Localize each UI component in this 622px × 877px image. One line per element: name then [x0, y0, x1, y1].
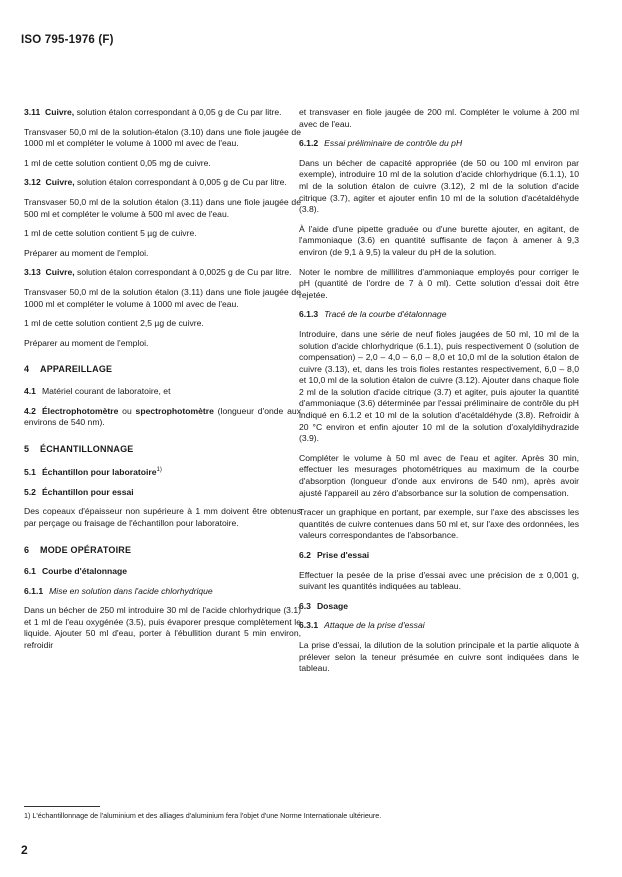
- section-5-1: 5.1 Échantillon pour laboratoire$^{1)}$: [24, 467, 162, 478]
- section-3-13: 3.13 Cuivre, solution étalon correspondant à 0,0025 g de Cu par litre.: [24, 267, 292, 278]
- footnote: 1) L'échantillonnage de l'aluminium et des alliages d'aluminium fera l'objet d'une Norme Internationale ultérieure.: [24, 811, 382, 820]
- paragraph: La prise d'essai, la dilution de la solution principale et la partie aliquote à prélever selon la teneur présumée en cuivre sont indiquées dans le tableau.: [299, 639, 579, 674]
- section-6-1-1: 6.1.1 Mise en solution dans l'acide chlorhydrique: [24, 585, 213, 596]
- section-3-12: 3.12 Cuivre, solution étalon correspondant à 0,005 g de Cu par litre.: [24, 177, 287, 188]
- paragraph: 1 ml de cette solution contient 2,5 µg de cuivre.: [24, 318, 204, 329]
- paragraph: 1 ml de cette solution contient 0,05 mg de cuivre.: [24, 157, 211, 168]
- section-4-1: 4.1 Matériel courant de laboratoire, et: [24, 385, 171, 396]
- paragraph: Tracer un graphique en portant, par exemple, sur l'axe des abscisses les quantités de cuivre contenues dans 50 ml et, sur l'axe des ordonnées, les valeurs correspondantes de l'absorbance.: [299, 507, 579, 541]
- section-6-1-3: 6.1.3 Tracé de la courbe d'étalonnage: [299, 309, 447, 320]
- paragraph: Préparer au moment de l'emploi.: [24, 337, 149, 348]
- chapter-4-heading: 4 APPAREILLAGE: [24, 364, 113, 375]
- paragraph: et transvaser en fiole jaugée de 200 ml. Compléter le volume à 200 ml avec de l'eau.: [299, 107, 579, 129]
- section-4-2: 4.2 Électrophotomètre ou spectrophotomètre (longueur d'onde aux environs de 540 nm).: [24, 405, 301, 428]
- document-header: ISO 795-1976 (F): [21, 34, 114, 46]
- section-6-1-2: 6.1.2 Essai préliminaire de contrôle du pH: [299, 138, 463, 149]
- paragraph: Des copeaux d'épaisseur non supérieure à 1 mm doivent être obtenus par perçage ou fraisage de l'échantillon pour laboratoire.: [24, 506, 301, 528]
- section-6-3-1: 6.3.1 Attaque de la prise d'essai: [299, 620, 425, 631]
- paragraph: Transvaser 50,0 ml de la solution étalon (3.11) dans une fiole jaugée de 500 ml et compléter le volume à 500 ml avec de l'eau.: [24, 196, 301, 219]
- paragraph: Dans un bécher de 250 ml introduire 30 ml de l'acide chlorhydrique (3.1) et 1 ml de l'eau oxygénée (3.5), puis évaporer presque complètement le liquide. Ajouter 50 ml d'eau, porter à l'ébullition durant 5 min environ, refroidir: [24, 605, 301, 651]
- paragraph: Introduire, dans une série de neuf fioles jaugées de 50 ml, 10 ml de la solution d'acide chlorhydrique (6.1.1), puis respectivement 0 (solution de compensation) – 2,0 – 4,0 – 6,0 – 8,0 et 10,0 ml de la solution étalon de cuivre (3.13), et, dans les trois fioles restantes respectivement, 6,0 – 8,0 et 10,0 ml de la solution étalon de cuivre (3.12). Ajouter dans chaque fiole 2 ml de la solution d'acide citrique (3.7) et agiter, puis ajouter la quantité d'ammoniaque (3.6) déterminée par l'essai préliminaire de contrôle du pH indiqué en 6.1.2 et 10 ml de la solution d'acétaldéhyde (3.8). Refroidir à 20 °C environ et enfin ajouter 10 ml de la solution d'oxalyldihydrazide (3.9).: [299, 328, 579, 444]
- paragraph: 1 ml de cette solution contient 5 µg de cuivre.: [24, 228, 197, 239]
- paragraph: Effectuer la pesée de la prise d'essai avec une précision de ± 0,001 g, suivant les quantités indiquées au tableau.: [299, 569, 579, 592]
- page-number: 2: [21, 843, 28, 857]
- paragraph: Transvaser 50,0 ml de la solution étalon (3.11) dans une fiole jaugée de 1000 ml et compléter le volume à 1000 ml avec de l'eau.: [24, 286, 301, 309]
- chapter-6-heading: 6 MODE OPÉRATOIRE: [24, 544, 132, 555]
- chapter-5-heading: 5 ÉCHANTILLONNAGE: [24, 443, 134, 454]
- paragraph: Préparer au moment de l'emploi.: [24, 247, 149, 258]
- paragraph: Noter le nombre de millilitres d'ammoniaque employés pour corriger le pH (quantité de l'ordre de 7 à 0 ml). Cette solution d'essai doit être rejetée.: [299, 266, 579, 300]
- left-column: [24, 107, 301, 660]
- paragraph: À l'aide d'une pipette graduée ou d'une burette ajouter, en agitant, de l'ammoniaque (3.6) en quantité suffisante de façon à amener à 9,3 environ (de 9,1 à 9,5) la valeur du pH de la solution.: [299, 223, 579, 257]
- paragraph: Transvaser 50,0 ml de la solution-étalon (3.10) dans une fiole jaugée de 1000 ml et compléter le volume à 1000 ml avec de l'eau.: [24, 126, 301, 149]
- section-6-2: 6.2 Prise d'essai: [299, 550, 370, 560]
- section-6-3: 6.3 Dosage: [299, 600, 348, 611]
- section-3-11: 3.11 Cuivre, solution étalon correspondant à 0,05 g de Cu par litre.: [24, 107, 282, 117]
- section-5-2: 5.2 Échantillon pour essai: [24, 486, 134, 497]
- paragraph: Compléter le volume à 50 ml avec de l'eau et agiter. Après 30 min, effectuer les mesurages photométriques au maximum de la courbe d'absorption (longueur d'onde aux environs de 540 nm), après avoir ajusté l'appareil au zéro d'absorbance sur la solution de compensation.: [299, 452, 579, 498]
- paragraph: Dans un bécher de capacité appropriée (de 50 ou 100 ml environ par exemple), introduire 10 ml de la solution d'acide chlorhydrique (6.1.1), 10 ml de la solution étalon de cuivre (3.12), 2 ml de la solution d'acide citrique (3.7), agiter et ajouter enfin 10 ml de la solution d'acétaldéhyde (3.8).: [299, 157, 579, 215]
- right-column: [299, 107, 579, 683]
- section-6-1: 6.1 Courbe d'étalonnage: [24, 566, 128, 577]
- footnote-divider: [24, 806, 100, 807]
